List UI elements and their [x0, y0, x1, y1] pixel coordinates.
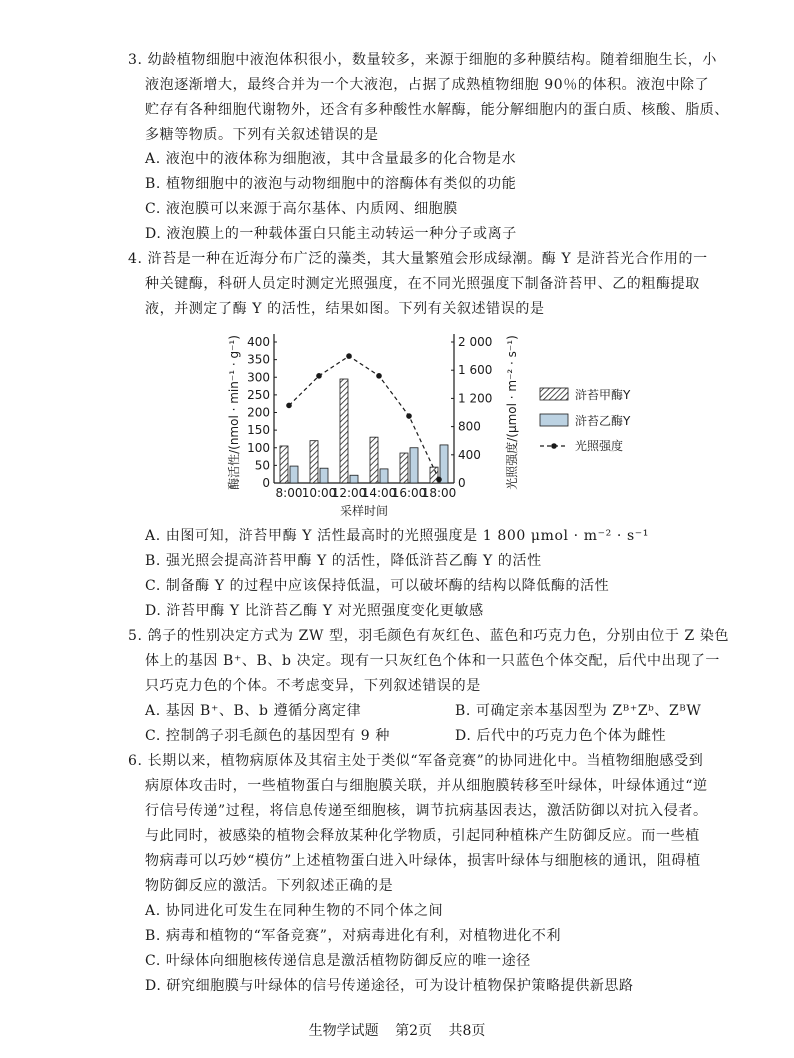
bar-series-1: [310, 441, 318, 483]
bar-series-2: [440, 445, 448, 483]
legend-swatch-line-dot: [551, 443, 557, 449]
y-axis-title-right: 光照强度/(μmol · m⁻² · s⁻¹): [505, 335, 519, 490]
bar-series-1: [370, 437, 378, 483]
light-intensity-point: [406, 413, 412, 419]
q4-option-b: B. 强光照会提高浒苔甲酶 Y 的活性，降低浒苔乙酶 Y 的活性: [145, 553, 542, 569]
bar-series-2: [410, 448, 418, 483]
y-tick-label-left: 100: [247, 440, 270, 455]
light-intensity-point: [436, 477, 442, 483]
footer-page-number: 第2页: [395, 1023, 432, 1039]
q5-stem-line-3: 只巧克力色的个体。不考虑变异，下列叙述错误的是: [145, 678, 481, 694]
light-intensity-point: [286, 403, 292, 409]
legend-label-series-2: 浒苔乙酶Y: [575, 414, 631, 428]
x-tick-label: 10:00: [301, 486, 337, 500]
q6-option-a: A. 协同进化可发生在同种生物的不同个体之间: [145, 903, 444, 919]
q6-stem-line-3: 行信号传递”过程，将信息传递至细胞核，调节抗病基因表达，激活防御以对抗入侵者。: [145, 803, 708, 819]
q6-stem-line-4: 与此同时，被感染的植物会释放某种化学物质，引起同种植株产生防御反应。而一些植: [145, 828, 700, 844]
q6-option-c: C. 叶绿体向细胞核传递信息是激活植物防御反应的唯一途径: [145, 953, 531, 969]
q3-option-d: D. 液泡膜上的一种载体蛋白只能主动转运一种分子或离子: [145, 226, 517, 242]
page-footer: [0, 1020, 794, 1040]
legend-label-series-1: 浒苔甲酶Y: [575, 388, 631, 402]
y-tick-label-left: 200: [247, 405, 270, 420]
y-tick-label-right: 1 200: [458, 391, 493, 406]
y-tick-label-left: 250: [247, 387, 270, 402]
enzyme-activity-chart: [227, 328, 650, 523]
y-axis-title-left: 酶活性/(nmol · min⁻¹ · g⁻¹): [227, 335, 241, 490]
x-tick-label: 12:00: [331, 486, 367, 500]
q4-option-c: C. 制备酶 Y 的过程中应该保持低温，可以破坏酶的结构以降低酶的活性: [145, 578, 610, 594]
q5-option-c: C. 控制鸽子羽毛颜色的基因型有 9 种: [145, 728, 390, 744]
y-tick-label-left: 0: [262, 476, 270, 490]
q3-option-b: B. 植物细胞中的液泡与动物细胞中的溶酶体有类似的功能: [145, 176, 517, 192]
light-intensity-point: [316, 373, 322, 379]
legend-swatch-series-1: [540, 388, 568, 400]
footer-total-pages: 共8页: [448, 1023, 486, 1039]
legend-label-line: 光照强度: [575, 439, 624, 453]
y-tick-label-right: 0: [458, 476, 466, 490]
q4-option-d: D. 浒苔甲酶 Y 比浒苔乙酶 Y 对光照强度变化更敏感: [145, 603, 484, 619]
bar-series-2: [350, 475, 358, 483]
legend-swatch-series-2: [540, 414, 568, 426]
q3-option-a: A. 液泡中的液体称为细胞液，其中含量最多的化合物是水: [145, 151, 517, 167]
q5-option-b: B. 可确定亲本基因型为 Zᴮ⁺Zᵇ、ZᴮW: [455, 703, 702, 719]
q5-option-d: D. 后代中的巧克力色个体为雌性: [455, 728, 667, 744]
q3-stem-line-4: 多糖等物质。下列有关叙述错误的是: [145, 127, 379, 143]
y-tick-label-left: 50: [254, 458, 270, 473]
q5-option-a: A. 基因 B⁺、B、b 遵循分离定律: [145, 703, 362, 719]
q5-stem-line-2: 体上的基因 B⁺、B、b 决定。现有一只灰红色个体和一只蓝色个体交配，后代中出现了一: [145, 653, 721, 669]
bar-series-1: [400, 453, 408, 483]
y-tick-label-left: 400: [247, 335, 270, 349]
bar-series-1: [280, 446, 288, 483]
q6-stem-line-5: 物病毒可以巧妙“模仿”上述植物蛋白进入叶绿体，损害叶绿体与细胞核的通讯，阻碍植: [145, 853, 701, 869]
bar-series-2: [380, 469, 388, 483]
q5-stem-line-1: 5. 鸽子的性别决定方式为 ZW 型，羽毛颜色有灰红色、蓝色和巧克力色，分别由位于 Z 染色: [128, 628, 730, 644]
x-tick-label: 14:00: [361, 486, 397, 500]
q6-option-b: B. 病毒和植物的“军备竞赛”，对病毒进化有利，对植物进化不利: [145, 928, 562, 944]
y-tick-label-right: 400: [458, 447, 481, 462]
x-tick-label: 16:00: [391, 486, 427, 500]
q3-stem-line-2: 液泡逐渐增大，最终合并为一个大液泡，占据了成熟植物细胞 90％的体积。液泡中除了: [145, 77, 710, 93]
q6-stem-line-6: 物防御反应的激活。下列叙述正确的是: [145, 878, 394, 894]
y-tick-label-left: 150: [247, 423, 270, 438]
y-tick-label-right: 1 600: [458, 363, 493, 378]
y-tick-label-left: 350: [247, 352, 270, 367]
x-tick-label: 8:00: [275, 486, 303, 500]
y-tick-label-left: 300: [247, 370, 270, 385]
q6-stem-line-1: 6. 长期以来，植物病原体及其宿主处于类似“军备竞赛”的协同进化中。当植物细胞感受到: [128, 753, 704, 769]
q3-stem-line-1: 3. 幼龄植物细胞中液泡体积很小，数量较多，来源于细胞的多种膜结构。随着细胞生长，小: [128, 52, 718, 68]
q6-option-d: D. 研究细胞膜与叶绿体的信号传递途径，可为设计植物保护策略提供新思路: [145, 978, 634, 994]
x-axis-title: 采样时间: [339, 504, 389, 518]
y-tick-label-right: 2 000: [458, 335, 493, 349]
q6-stem-line-2: 病原体攻击时，一些植物蛋白与细胞膜关联，并从细胞膜转移至叶绿体，叶绿体通过“逆: [145, 778, 708, 794]
light-intensity-point: [346, 353, 352, 359]
bar-series-2: [320, 468, 328, 483]
y-tick-label-right: 800: [458, 419, 481, 434]
bar-series-1: [340, 379, 348, 483]
q4-stem-line-3: 液，并测定了酶 Y 的活性，结果如图。下列有关叙述错误的是: [145, 301, 545, 317]
bar-series-2: [290, 466, 298, 483]
footer-subject: 生物学试题: [308, 1023, 379, 1039]
light-intensity-point: [376, 373, 382, 379]
q3-stem-line-3: 贮存有各种细胞代谢物外，还含有多种酸性水解酶，能分解细胞内的蛋白质、核酸、脂质、: [145, 102, 729, 118]
q3-option-c: C. 液泡膜可以来源于高尔基体、内质网、细胞膜: [145, 201, 458, 217]
q4-option-a: A. 由图可知，浒苔甲酶 Y 活性最高时的光照强度是 1 800 μmol · m⁻² · s⁻¹: [145, 528, 649, 544]
q4-stem-line-2: 种关键酶，科研人员定时测定光照强度，在不同光照强度下制备浒苔甲、乙的粗酶提取: [145, 276, 700, 292]
q4-stem-line-1: 4. 浒苔是一种在近海分布广泛的藻类，其大量繁殖会形成绿潮。酶 Y 是浒苔光合作用的一: [128, 251, 708, 267]
x-tick-label: 18:00: [421, 486, 457, 500]
